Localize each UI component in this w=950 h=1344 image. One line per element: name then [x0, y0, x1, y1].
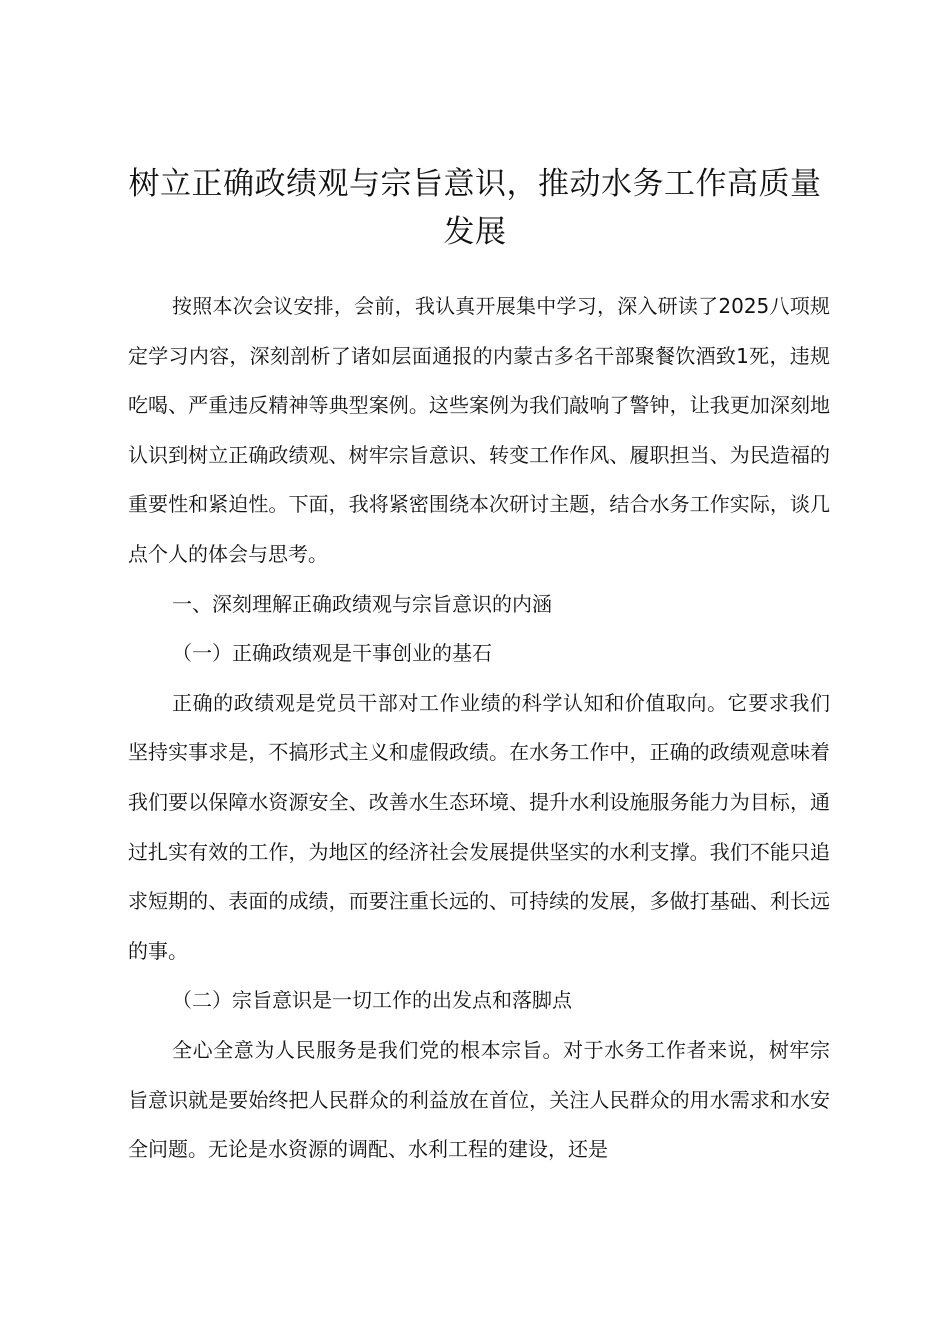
document-title: 树立正确政绩观与宗旨意识，推动水务工作高质量发展 — [128, 166, 822, 250]
paragraph-performance-view: 正确的政绩观是党员干部对工作业绩的科学认知和价值取向。它要求我们坚持实事求是，不搞形式主义和虚假政绩。在水务工作中，正确的政绩观意味着我们要以保障水资源安全、改善水生态环境、提升水利设施服务能力为目标，通过扎实有效的工作，为地区的经济社会发展提供坚实的水利支撑。我们不能只追求短期的、表面的成绩，而要注重长远的、可持续的发展，多做打基础、利长远的事。 — [128, 690, 830, 963]
paragraph-purpose-awareness: 全心全意为人民服务是我们党的根本宗旨。对于水务工作者来说，树牢宗旨意识就是要始终把人民群众的利益放在首位，关注人民群众的用水需求和水安全问题。无论是水资源的调配、水利工程的建设，还是 — [128, 1037, 830, 1162]
document-body — [128, 282, 830, 1175]
paragraph-intro: 按照本次会议安排，会前，我认真开展集中学习，深入研读了2025八项规定学习内容，深刻剖析了诸如层面通报的内蒙古多名干部聚餐饮酒致1死，违规吃喝、严重违反精神等典型案例。这些案例为我们敲响了警钟，让我更加深刻地认识到树立正确政绩观、树牢宗旨意识、转变工作作风、履职担当、为民造福的重要性和紧迫性。下面，我将紧密围绕本次研讨主题，结合水务工作实际，谈几点个人的体会与思考。 — [128, 294, 830, 566]
section-heading-1: 一、深刻理解正确政绩观与宗旨意识的内涵 — [172, 591, 552, 616]
subsection-heading-2: （二）宗旨意识是一切工作的出发点和落脚点 — [172, 988, 572, 1013]
subsection-heading-1: （一）正确政绩观是干事创业的基石 — [172, 641, 492, 666]
